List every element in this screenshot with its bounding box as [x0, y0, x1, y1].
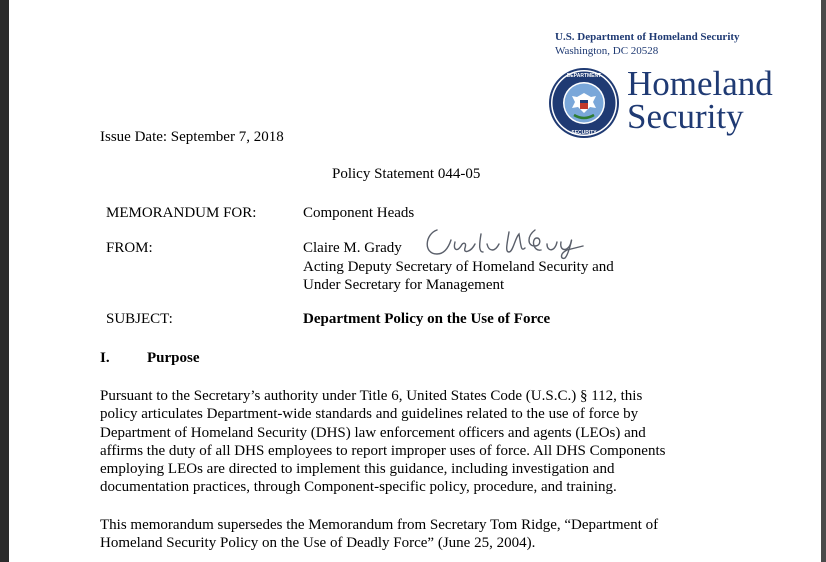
logo-homeland: Homeland — [627, 64, 773, 103]
section-number: I. — [100, 350, 110, 366]
dhs-seal-icon — [548, 67, 620, 139]
department-address: Washington, DC 20528 — [555, 45, 659, 57]
signature-image — [423, 224, 603, 260]
paragraph-line: This memorandum supersedes the Memorandum from Secretary Tom Ridge, “Department of — [100, 517, 659, 533]
memo-for-value: Component Heads — [303, 205, 415, 221]
issue-date: Issue Date: September 7, 2018 — [100, 129, 284, 145]
memo-for-label: MEMORANDUM FOR: — [106, 205, 257, 221]
paragraph-line: documentation practices, through Component-specific policy, procedure, and training. — [100, 479, 617, 496]
section-title: Purpose — [147, 350, 200, 366]
from-label: FROM: — [106, 240, 153, 256]
paragraph-line: policy articulates Department-wide standards and guidelines related to the use of force by — [100, 406, 639, 423]
from-title-line1: Acting Deputy Secretary of Homeland Security and — [303, 259, 614, 275]
subject-label: SUBJECT: — [106, 311, 173, 327]
svg-text:DEPARTMENT: DEPARTMENT — [566, 73, 602, 79]
policy-statement: Policy Statement 044-05 — [332, 166, 481, 182]
paragraph-line: affirms the duty of all DHS employees to report improper uses of force. All DHS Components — [100, 442, 666, 459]
svg-text:SECURITY: SECURITY — [571, 130, 597, 136]
purpose-paragraph-1 — [100, 387, 740, 497]
viewer-right-edge — [821, 0, 826, 562]
department-name: U.S. Department of Homeland Security — [555, 31, 740, 43]
from-title-line2: Under Secretary for Management — [303, 277, 505, 293]
paragraph-line: Homeland Security Policy on the Use of Deadly Force” (June 25, 2004). — [100, 535, 536, 552]
from-name: Claire M. Grady — [303, 240, 402, 256]
paragraph-line: Pursuant to the Secretary’s authority under Title 6, United States Code (U.S.C.) § 112, this — [100, 388, 643, 404]
paragraph-line: Department of Homeland Security (DHS) law enforcement officers and agents (LEOs) and — [100, 424, 646, 441]
paragraph-line: employing LEOs are directed to implement this guidance, including investigation and — [100, 461, 615, 478]
logo-security: Security — [627, 97, 744, 136]
viewer-left-edge — [0, 0, 9, 562]
subject-value: Department Policy on the Use of Force — [303, 311, 551, 327]
purpose-paragraph-2 — [100, 516, 740, 553]
